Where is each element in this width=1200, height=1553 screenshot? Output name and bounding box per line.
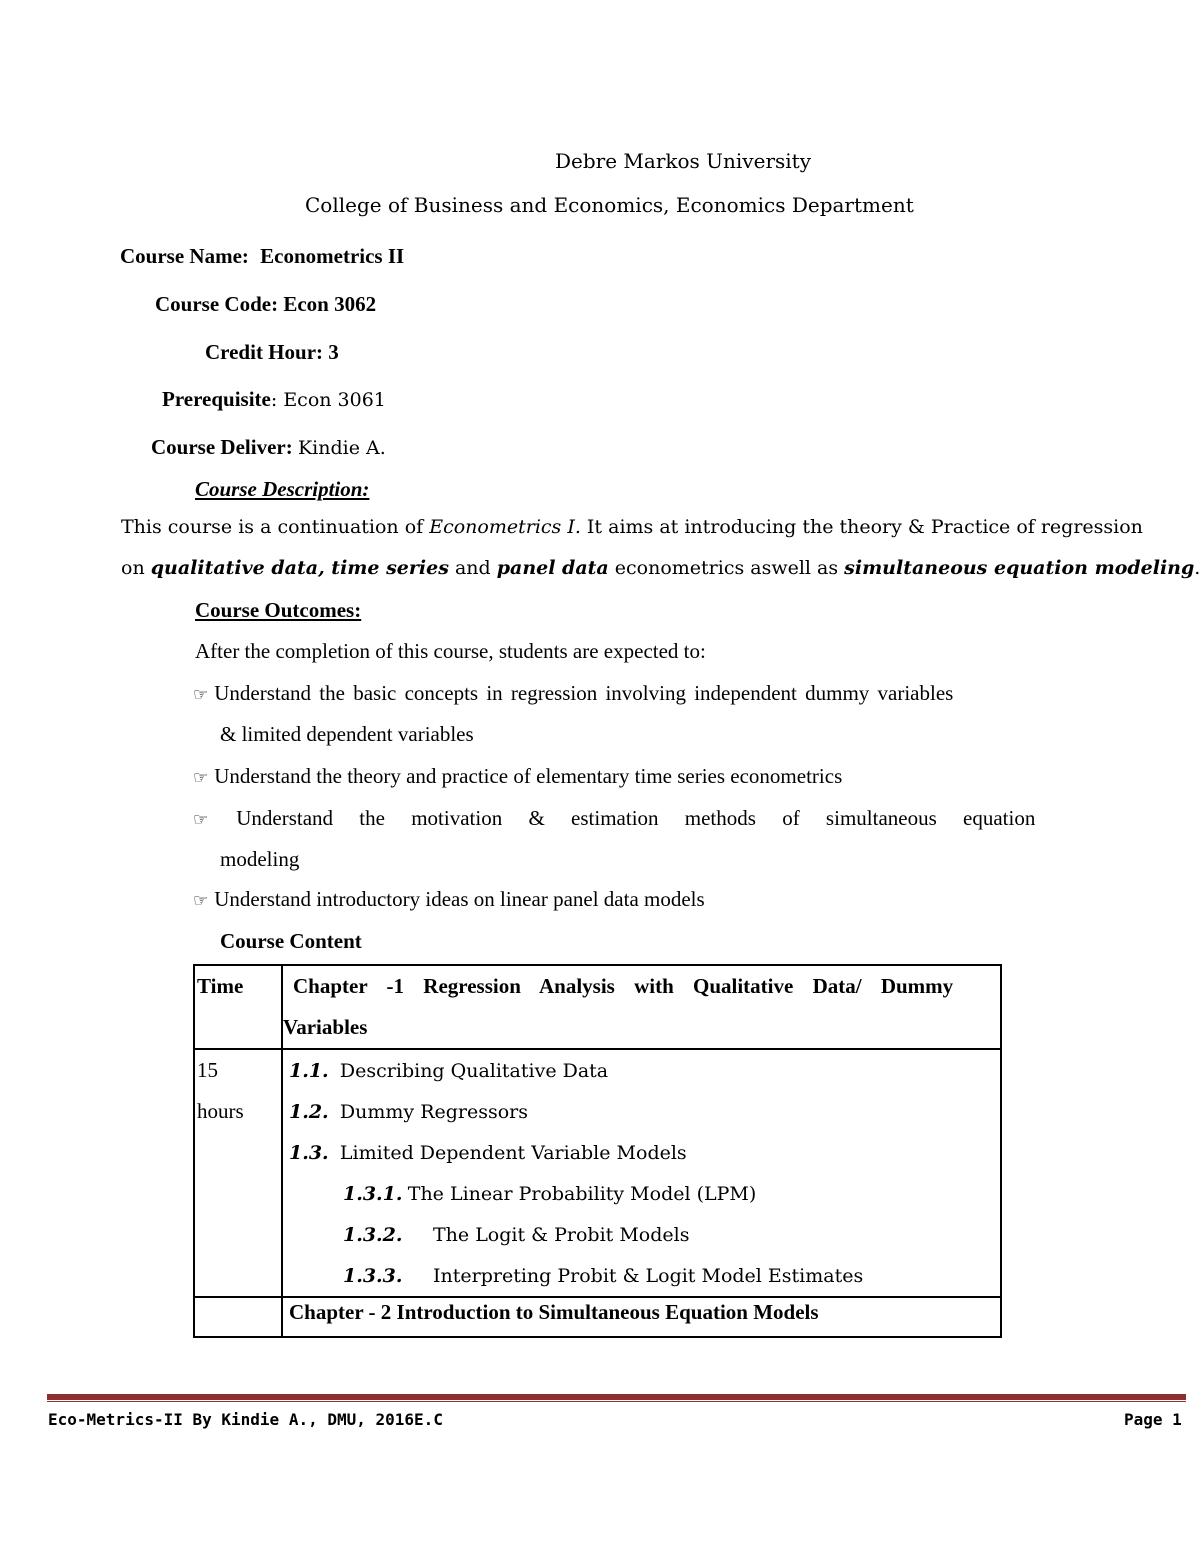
outcome-item [193,887,705,912]
section-title: The Logit & Probit Models [433,1224,690,1246]
description-emphasis: Econometrics I. [429,516,581,538]
section-number: 1.2. [289,1101,329,1123]
time-value: 15 [197,1058,218,1082]
description-emphasis: qualitative data, time series [150,557,449,579]
description-emphasis: simultaneous equation modeling [844,557,1195,579]
outcome-text: Understand the basic concepts in regression involving independent dummy variables [214,681,954,705]
chapter-1-title: Chapter -1 Regression Analysis with Qualitative Data/ Dummy [293,974,954,998]
footer-rule-thin [47,1401,1186,1402]
table-row [194,1049,1001,1297]
outcome-text: Understand introductory ideas on linear panel data models [214,887,705,911]
pointing-hand-icon: ☞ [193,891,209,911]
time-header: Time [197,974,244,998]
time-value-cell [194,1049,282,1297]
description-text: This course is a continuation of [121,516,430,538]
outcomes-heading: Course Outcomes: [195,598,362,622]
section-title: Dummy Regressors [339,1101,529,1123]
section-number: 1.1. [289,1060,329,1082]
outcome-item [193,764,842,789]
description-text: . [1194,557,1200,579]
chapter-1-title-continued: Variables [283,1015,368,1039]
section-number: 1.3.3. [343,1265,403,1287]
pointing-hand-icon: ☞ [193,768,209,788]
course-code-value: Econ 3062 [283,292,377,316]
outcome-item-continuation: & limited dependent variables [220,722,474,746]
course-name-value: Econometrics II [260,244,405,268]
prerequisite-row [162,387,386,412]
chapter-1-cell [282,965,1001,1049]
outcome-text: Understand the theory and practice of elementary time series econometrics [214,764,843,788]
course-name-label: Course Name: [120,244,249,268]
description-text: and [448,557,497,579]
time-header-cell [194,965,282,1049]
description-text: on [121,557,151,579]
section-number: 1.3.2. [343,1224,403,1246]
course-deliver-row [151,435,386,460]
outcome-item [193,681,953,706]
prerequisite-label: Prerequisite [162,387,271,411]
section-title: Limited Dependent Variable Models [339,1142,687,1164]
credit-hour-label: Credit Hour: [205,340,324,364]
description-emphasis: panel data [496,557,609,579]
section-item [283,1091,1000,1132]
outcome-item-continuation: modeling [220,847,300,871]
chapter-1-sections-cell [282,1049,1001,1297]
credit-hour-value: 3 [328,340,339,364]
course-deliver-value: Kindie A. [297,437,386,459]
prerequisite-value: : Econ 3061 [270,389,386,411]
course-content-heading: Course Content [220,929,362,953]
description-line-1 [121,516,1143,538]
footer-rule [47,1394,1186,1400]
table-row [194,1297,1001,1337]
course-deliver-label: Course Deliver: [151,435,293,459]
page-number: Page 1 [1124,1410,1182,1429]
course-code-row [155,292,376,317]
time-unit: hours [197,1099,244,1123]
section-number: 1.3.1. [343,1183,403,1205]
description-heading: Course Description: [195,477,370,501]
table-row [194,965,1001,1049]
section-number: 1.3. [289,1142,329,1164]
subsection-item [283,1255,1000,1296]
credit-hour-row [205,340,339,365]
university-title: Debre Markos University [555,149,811,173]
chapter-2-cell [282,1297,1001,1337]
course-code-label: Course Code: [155,292,279,316]
outcome-item [193,806,1035,831]
footer-left: Eco-Metrics-II By Kindie A., DMU, 2016E.C [48,1410,443,1429]
course-name-row [120,244,404,269]
college-title: College of Business and Economics, Economics Department [305,193,914,217]
description-text: econometrics aswell as [608,557,845,579]
section-title: Interpreting Probit & Logit Model Estimates [433,1265,864,1287]
section-item [283,1132,1000,1173]
description-text: It aims at introducing the theory & Practice of regression [580,516,1143,538]
section-item [283,1050,1000,1091]
section-title: The Linear Probability Model (LPM) [407,1183,757,1205]
pointing-hand-icon: ☞ [193,685,209,705]
pointing-hand-icon: ☞ [193,810,209,830]
subsection-item [283,1214,1000,1255]
description-line-2 [121,557,1200,579]
course-content-table [193,964,1002,1338]
outcome-text: Understand the motivation & estimation methods of simultaneous equation [236,806,1036,830]
chapter-2-title: Chapter - 2 Introduction to Simultaneous Equation Models [289,1300,819,1324]
subsection-item [283,1173,1000,1214]
section-title: Describing Qualitative Data [339,1060,609,1082]
empty-time-cell [194,1297,282,1337]
outcomes-intro: After the completion of this course, students are expected to: [195,639,706,663]
